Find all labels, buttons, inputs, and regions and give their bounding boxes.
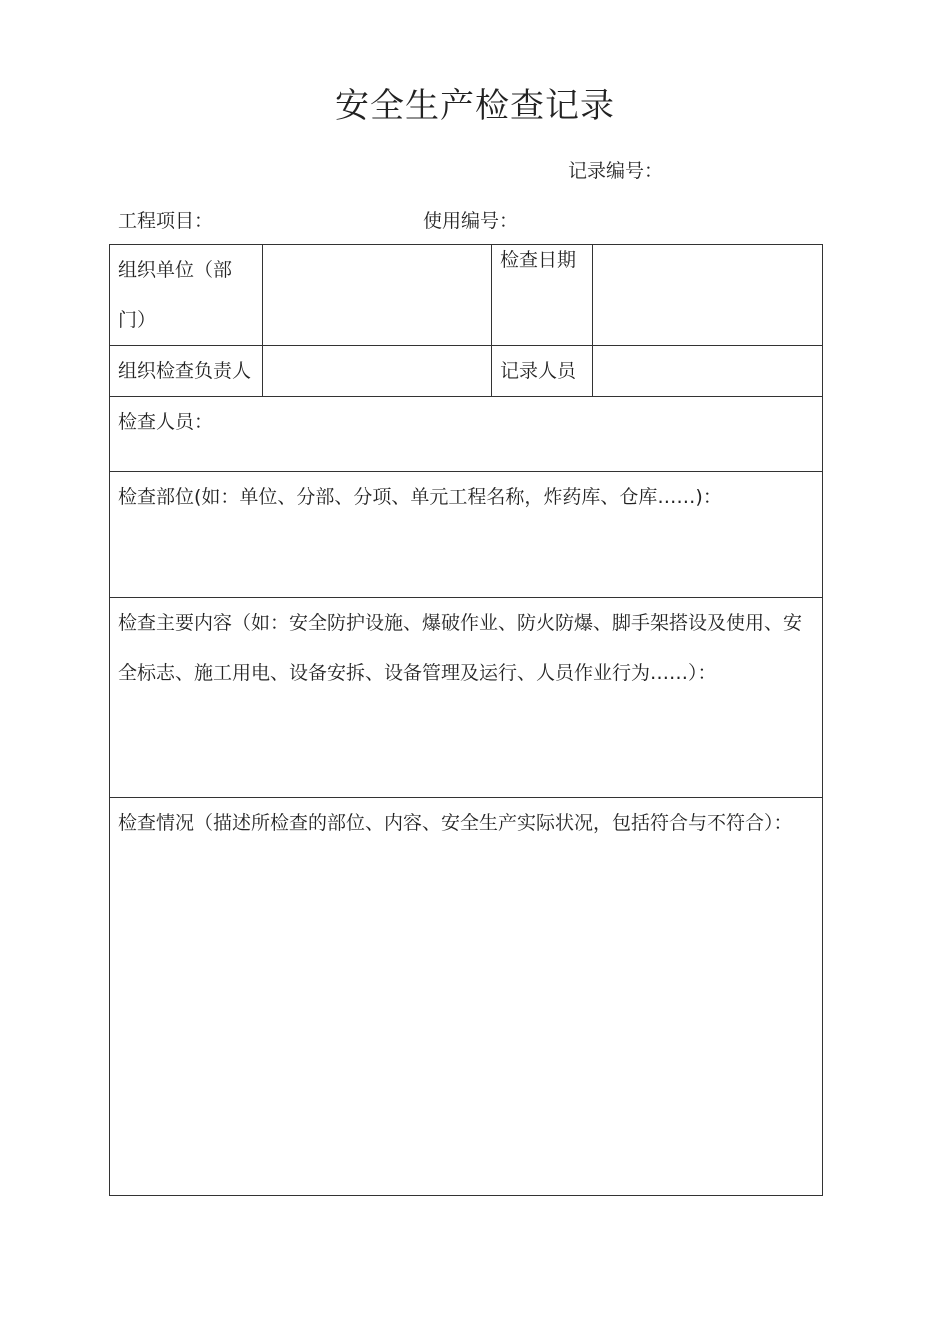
table-row xyxy=(110,598,823,798)
table-row xyxy=(110,346,823,397)
responsible-person-label: 组织检查负责人 xyxy=(110,346,263,397)
org-unit-label: 组织单位（部门） xyxy=(110,245,263,346)
inspection-content-field[interactable]: 检查主要内容（如：安全防护设施、爆破作业、防火防爆、脚手架搭设及使用、安全标志、施工用电、设备安拆、设备管理及运行、人员作业行为……）： xyxy=(110,598,823,798)
inspection-location-field[interactable]: 检查部位(如：单位、分部、分项、单元工程名称，炸药库、仓库……)： xyxy=(110,472,823,598)
record-number-label: 记录编号： xyxy=(568,160,664,182)
inspection-form-table xyxy=(109,244,823,1196)
table-row xyxy=(110,472,823,598)
recorder-label: 记录人员 xyxy=(492,346,593,397)
responsible-person-field[interactable] xyxy=(263,346,492,397)
inspection-situation-field[interactable]: 检查情况（描述所检查的部位、内容、安全生产实际状况，包括符合与不符合）： xyxy=(110,798,823,1196)
page-title: 安全生产检查记录 xyxy=(335,86,615,126)
project-label: 工程项目： xyxy=(118,210,214,232)
recorder-field[interactable] xyxy=(593,346,823,397)
inspectors-field[interactable]: 检查人员： xyxy=(110,397,823,472)
check-date-label: 检查日期 xyxy=(492,245,593,346)
table-row xyxy=(110,397,823,472)
usage-number-label: 使用编号： xyxy=(423,210,519,232)
check-date-field[interactable] xyxy=(593,245,823,346)
table-row xyxy=(110,245,823,346)
table-row xyxy=(110,798,823,1196)
org-unit-field[interactable] xyxy=(263,245,492,346)
